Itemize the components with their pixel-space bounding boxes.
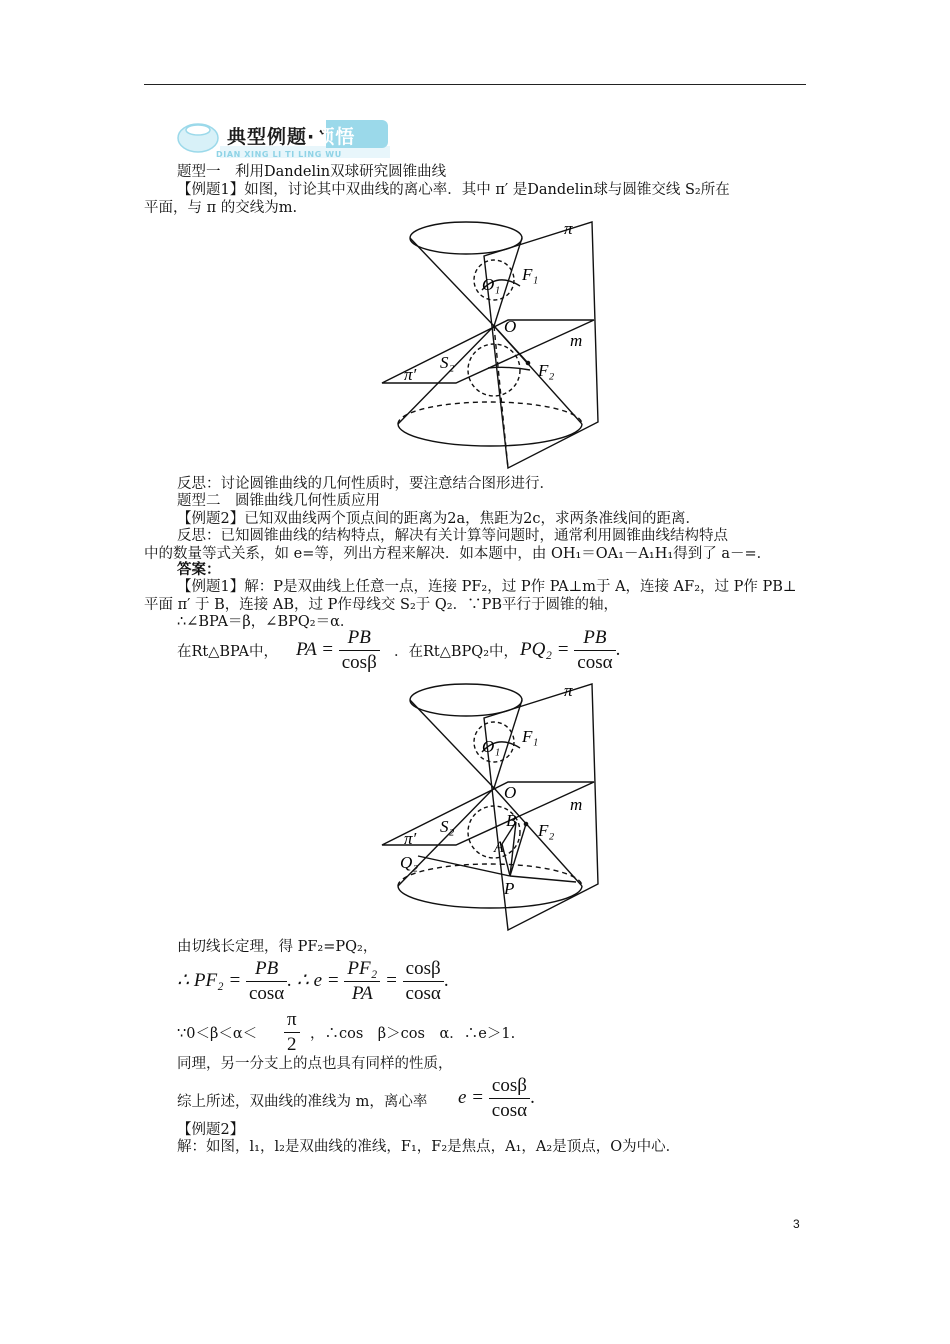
fig2-label-o1: O₁ xyxy=(482,737,501,756)
header-rule xyxy=(144,84,806,85)
formula-pq2: PQ₂ = $\frac{PB}{\cos\alpha}$ . xyxy=(520,627,621,673)
banner-title-accent: 领悟 xyxy=(315,126,356,148)
reflection-2: 反思：已知圆锥曲线的结构特点，解决有关计算等问题时，通常利用圆锥曲线结构特点 xyxy=(177,528,728,544)
example1-solution: 【例题1】解：P是双曲线上任意一点，连接 PF₂，过 P作 PA⊥m于 A，连接 AF₂，过 P作 PB⊥ xyxy=(177,579,797,595)
fig2-label-m: m xyxy=(570,795,583,814)
other-branch-note: 同理，另一分支上的点也具有同样的性质， xyxy=(177,1056,453,1072)
formula-final-e: e = $\frac{\cos\beta}{\cos\alpha}$ . xyxy=(458,1075,535,1121)
example2-solution: 解：如图，l₁，l₂是双曲线的准线，F₁，F₂是焦点，A₁，A₂是顶点，O为中心． xyxy=(177,1139,681,1155)
section-banner xyxy=(176,116,406,162)
reflection-1: 反思：讨论圆锥曲线的几何性质时，要注意结合图形进行． xyxy=(177,476,554,492)
fig1-label-m: m xyxy=(570,331,583,350)
fig2-label-piprime: π′ xyxy=(404,829,417,848)
reflection-2-cont: 中的数量等式关系，如 e=等，列出方程来解决．如本题中，由 OH₁＝OA₁－A₁H₁得到了 a－=． xyxy=(144,546,772,562)
fig2-label-f1: F₁ xyxy=(522,727,539,746)
fig2-label-f2: F₂ xyxy=(538,821,555,840)
rt-bpa-text: 在Rt△BPA中， xyxy=(177,644,278,660)
conclusion-text: 综上所述，双曲线的准线为 m，离心率 xyxy=(177,1094,428,1110)
formula-pi-half: $\frac{\pi}{2}$ xyxy=(284,1008,300,1057)
banner-subtitle: DIAN XING LI TI LING WU xyxy=(216,150,342,159)
example1-problem: 【例题1】如图，讨论其中双曲线的离心率．其中 π′ 是Dandelin球与圆锥交线 S₂所在 xyxy=(177,182,730,198)
fig1-label-o1: O₁ xyxy=(482,275,501,294)
fig2-label-q2: Q₂ xyxy=(400,853,419,872)
figure-1-cone xyxy=(378,218,610,476)
fig2-label-o: O xyxy=(504,783,517,802)
fig2-label-p: P xyxy=(504,879,515,898)
page-number: 3 xyxy=(793,1217,800,1231)
formula-pa: PA = $\frac{PB}{\cos\beta}$ xyxy=(296,626,380,675)
answer-heading: 答案： xyxy=(177,561,221,578)
fig1-label-f2: F₂ xyxy=(538,361,555,380)
banner-title-main: 典型例题· xyxy=(227,126,316,148)
fig1-label-o: O xyxy=(504,317,517,336)
banner-title xyxy=(227,122,355,149)
fig1-label-s2: S₂ xyxy=(440,353,455,372)
example2-problem: 【例题2】已知双曲线两个顶点间的距离为2a，焦距为2c，求两条准线间的距离． xyxy=(177,511,700,527)
fig1-label-piprime: π′ xyxy=(404,365,417,384)
fig2-label-a: A xyxy=(494,839,504,856)
fig1-label-pi: π xyxy=(564,219,573,238)
example1-problem-cont: 平面，与 π 的交线为m. xyxy=(144,200,298,216)
type-one-heading: 题型一 利用Dandelin双球研究圆锥曲线 xyxy=(177,164,447,180)
example2-heading: 【例题2】 xyxy=(177,1122,245,1138)
type-two-heading: 题型二 圆锥曲线几何性质应用 xyxy=(177,493,380,509)
fig2-label-pi: π xyxy=(564,681,573,700)
figure-2-cone xyxy=(378,680,610,938)
tangent-length-theorem: 由切线长定理，得 PF₂=PQ₂， xyxy=(177,939,378,955)
angle-relations: ∴∠BPA＝β，∠BPQ₂＝α． xyxy=(177,614,355,630)
fig2-label-s2: S₂ xyxy=(440,817,455,836)
rt-bpq2-text: ．在Rt△BPQ₂中， xyxy=(394,644,519,660)
formula-eccentricity: ∴ PF₂ = $\frac{PB}{\cos\alpha}$ . ∴ e = $\frac{\text{PF₂}}{PA}$ = $\frac{\cos\beta}{\cos\alpha}$ . xyxy=(177,958,449,1004)
angle-inequality-conclusion: ，∴cos β＞cos α．∴e＞1. xyxy=(310,1026,516,1042)
example1-solution-cont: 平面 π′ 于 B，连接 AB，过 P作母线交 S₂于 Q₂．∵PB平行于圆锥的轴， xyxy=(144,597,618,613)
angle-inequality-text: ∵0＜β＜α＜ xyxy=(177,1026,258,1042)
fig1-label-f1: F₁ xyxy=(522,265,539,284)
fig2-label-b: B xyxy=(506,811,517,830)
